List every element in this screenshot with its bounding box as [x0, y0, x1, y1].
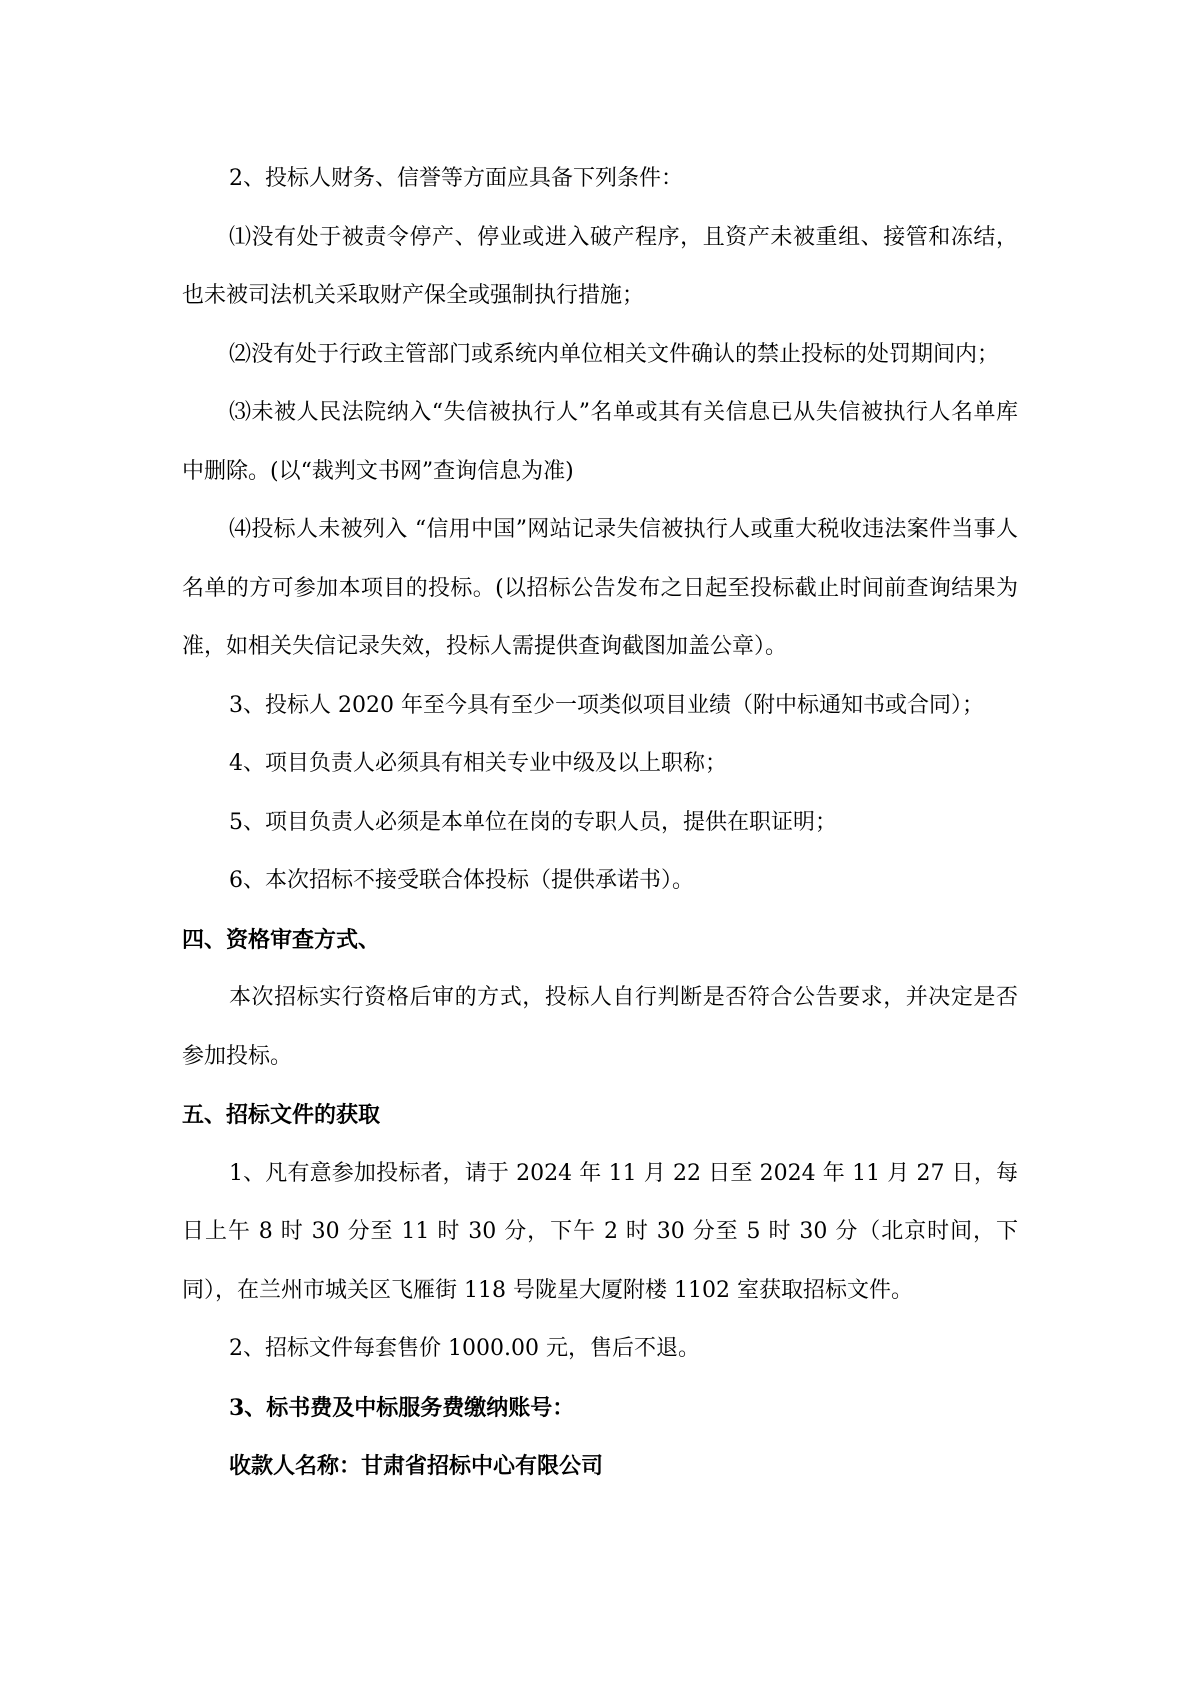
- section-heading-qualification-review: 四、资格审查方式、: [182, 926, 381, 953]
- paragraph-item-6: 6、本次招标不接受联合体投标（提供承诺书）。: [229, 868, 694, 893]
- paragraph-item-5: 5、项目负责人必须是本单位在岗的专职人员，提供在职证明；: [229, 809, 837, 835]
- paragraph-payee-name: 收款人名称：甘肃省招标中心有限公司: [229, 1453, 604, 1479]
- paragraph-condition-4: ⑷投标人未被列入 “信用中国”网站记录失信被执行人或重大税收违法案件当事人名单的方可参加本项目的投标。(以招标公告发布之日起至投标截止时间前查询结果为准，如相关失信记录失效，投标人需提供查询截图加盖公章）。: [182, 517, 1018, 659]
- paragraph-payment-account-heading: 3、标书费及中标服务费缴纳账号：: [229, 1394, 575, 1421]
- document-page: [182, 150, 1018, 1496]
- paragraph-item-3: 3、投标人 2020 年至今具有至少一项类似项目业绩（附中标通知书或合同）；: [229, 692, 984, 718]
- paragraph-financial-conditions: 2、投标人财务、信誉等方面应具备下列条件：: [229, 166, 683, 191]
- paragraph-item-4: 4、项目负责人必须具有相关专业中级及以上职称；: [229, 751, 727, 776]
- paragraph-condition-3: ⑶未被人民法院纳入“失信被执行人”名单或其有关信息已从失信被执行人名单库中删除。(以“裁判文书网”查询信息为准): [182, 400, 1018, 484]
- paragraph-qualification-review: 本次招标实行资格后审的方式，投标人自行判断是否符合公告要求，并决定是否参加投标。: [182, 985, 1018, 1069]
- paragraph-acquisition-time-place: 1、凡有意参加投标者，请于 2024 年 11 月 22 日至 2024 年 11 月 27 日，每日上午 8 时 30 分至 11 时 30 分，下午 2 时 30 分至 5 时 30 分（北京时间，下同），在兰州市城关区飞雁街 118 号陇星大厦附楼 1102 室获取招标文件。: [182, 1160, 1018, 1303]
- section-heading-document-acquisition: 五、招标文件的获取: [182, 1102, 381, 1128]
- paragraph-document-price: 2、招标文件每套售价 1000.00 元，售后不退。: [229, 1336, 700, 1361]
- paragraph-condition-2: ⑵没有处于行政主管部门或系统内单位相关文件确认的禁止投标的处罚期间内；: [229, 341, 1000, 367]
- paragraph-condition-1: ⑴没有处于被责令停产、停业或进入破产程序，且资产未被重组、接管和冻结，也未被司法机关采取财产保全或强制执行措施；: [182, 224, 1018, 308]
